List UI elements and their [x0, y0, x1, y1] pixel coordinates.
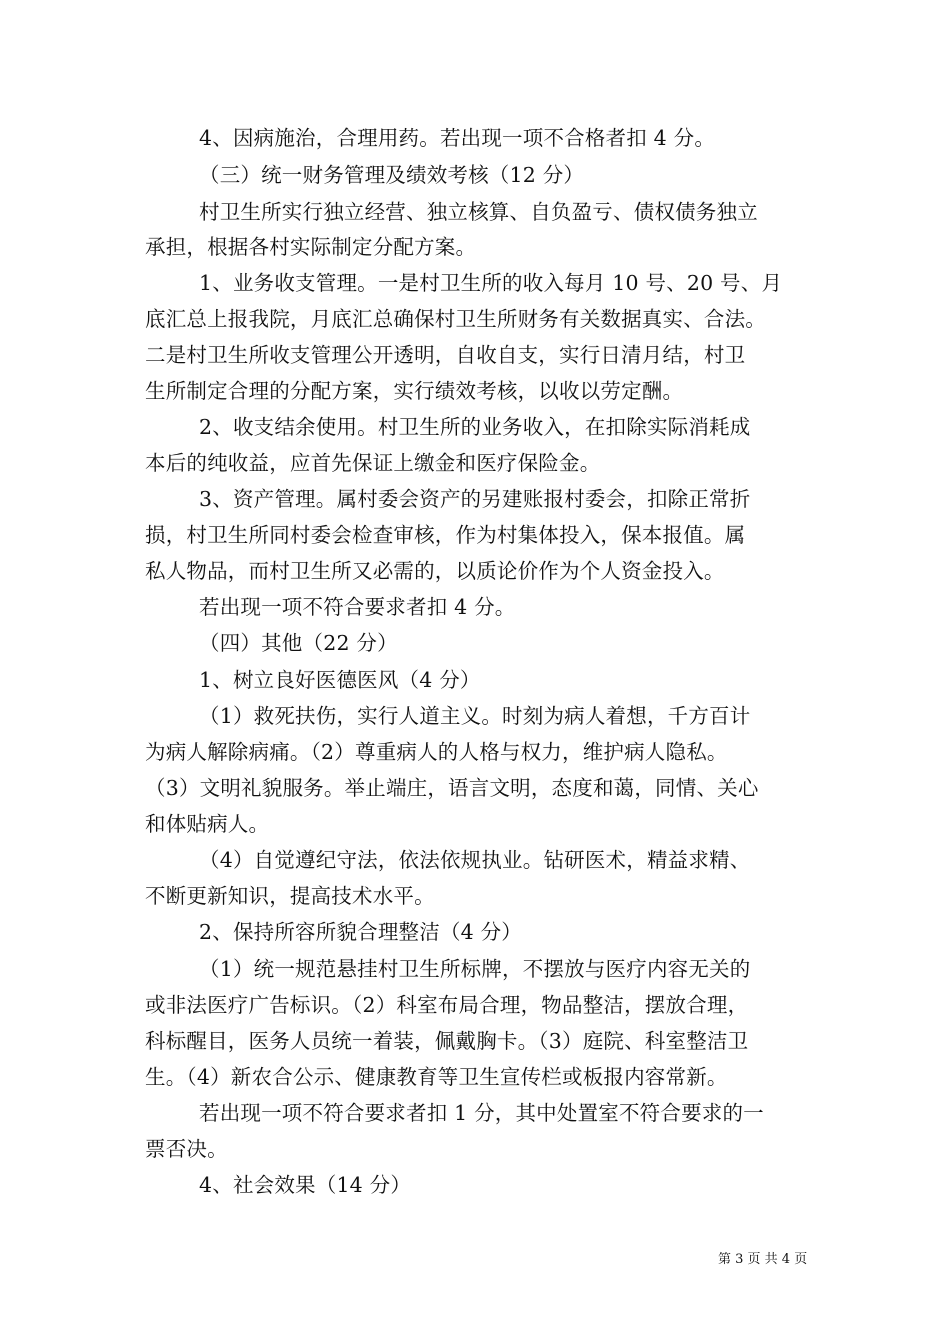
text-line: 承担，根据各村实际制定分配方案。	[145, 235, 477, 259]
text-line: 生所制定合理的分配方案，实行绩效考核，以收以劳定酬。	[145, 379, 684, 403]
text-line: （3）文明礼貌服务。举止端庄，语言文明，态度和蔼，同情、关心	[145, 776, 759, 800]
text-line: 票否决。	[145, 1137, 228, 1161]
text-line: 私人物品，而村卫生所又必需的，以质论价作为个人资金投入。	[145, 559, 725, 583]
subsection-heading: 1、树立良好医德医风（4 分）	[199, 668, 481, 692]
section-heading: （三）统一财务管理及绩效考核（12 分）	[199, 163, 585, 187]
text-line: 和体贴病人。	[145, 812, 270, 836]
text-line: 若出现一项不符合要求者扣 4 分。	[199, 595, 516, 619]
text-line: 不断更新知识，提高技术水平。	[145, 884, 435, 908]
text-line: 3、资产管理。属村委会资产的另建账报村委会，扣除正常折	[199, 487, 751, 511]
text-line: 生。（4）新农合公示、健康教育等卫生宣传栏或板报内容常新。	[145, 1065, 728, 1089]
text-line: 4、因病施治，合理用药。若出现一项不合格者扣 4 分。	[199, 126, 716, 150]
text-line: 二是村卫生所收支管理公开透明，自收自支，实行日清月结，村卫	[145, 343, 746, 367]
text-line: 损，村卫生所同村委会检查审核，作为村集体投入，保本报值。属	[145, 523, 746, 547]
page-number-footer: 第 3 页 共 4 页	[718, 1252, 808, 1267]
text-line: 为病人解除病痛。（2）尊重病人的人格与权力，维护病人隐私。	[145, 740, 728, 764]
text-line: 底汇总上报我院，月底汇总确保村卫生所财务有关数据真实、合法。	[145, 307, 766, 331]
text-line: 若出现一项不符合要求者扣 1 分，其中处置室不符合要求的一	[199, 1101, 764, 1125]
text-line: 2、收支结余使用。村卫生所的业务收入，在扣除实际消耗成	[199, 415, 751, 439]
text-line: 1、业务收支管理。一是村卫生所的收入每月 10 号、20 号、月	[199, 271, 783, 295]
subsection-heading: 2、保持所容所貌合理整洁（4 分）	[199, 920, 523, 944]
text-line: 科标醒目，医务人员统一着装，佩戴胸卡。（3）庭院、科室整洁卫	[145, 1029, 749, 1053]
text-line: 村卫生所实行独立经营、独立核算、自负盈亏、债权债务独立	[199, 200, 758, 224]
section-heading: （四）其他（22 分）	[199, 631, 398, 655]
text-line: 或非法医疗广告标识。（2）科室布局合理，物品整洁，摆放合理，	[145, 993, 749, 1017]
text-line: （4）自觉遵纪守法，依法依规执业。钻研医术，精益求精、	[199, 848, 751, 872]
text-line: 本后的纯收益，应首先保证上缴金和医疗保险金。	[145, 451, 601, 475]
text-line: （1）救死扶伤，实行人道主义。时刻为病人着想，千方百计	[199, 704, 751, 728]
subsection-heading: 4、社会效果（14 分）	[199, 1173, 412, 1197]
text-line: （1）统一规范悬挂村卫生所标牌，不摆放与医疗内容无关的	[199, 957, 751, 981]
